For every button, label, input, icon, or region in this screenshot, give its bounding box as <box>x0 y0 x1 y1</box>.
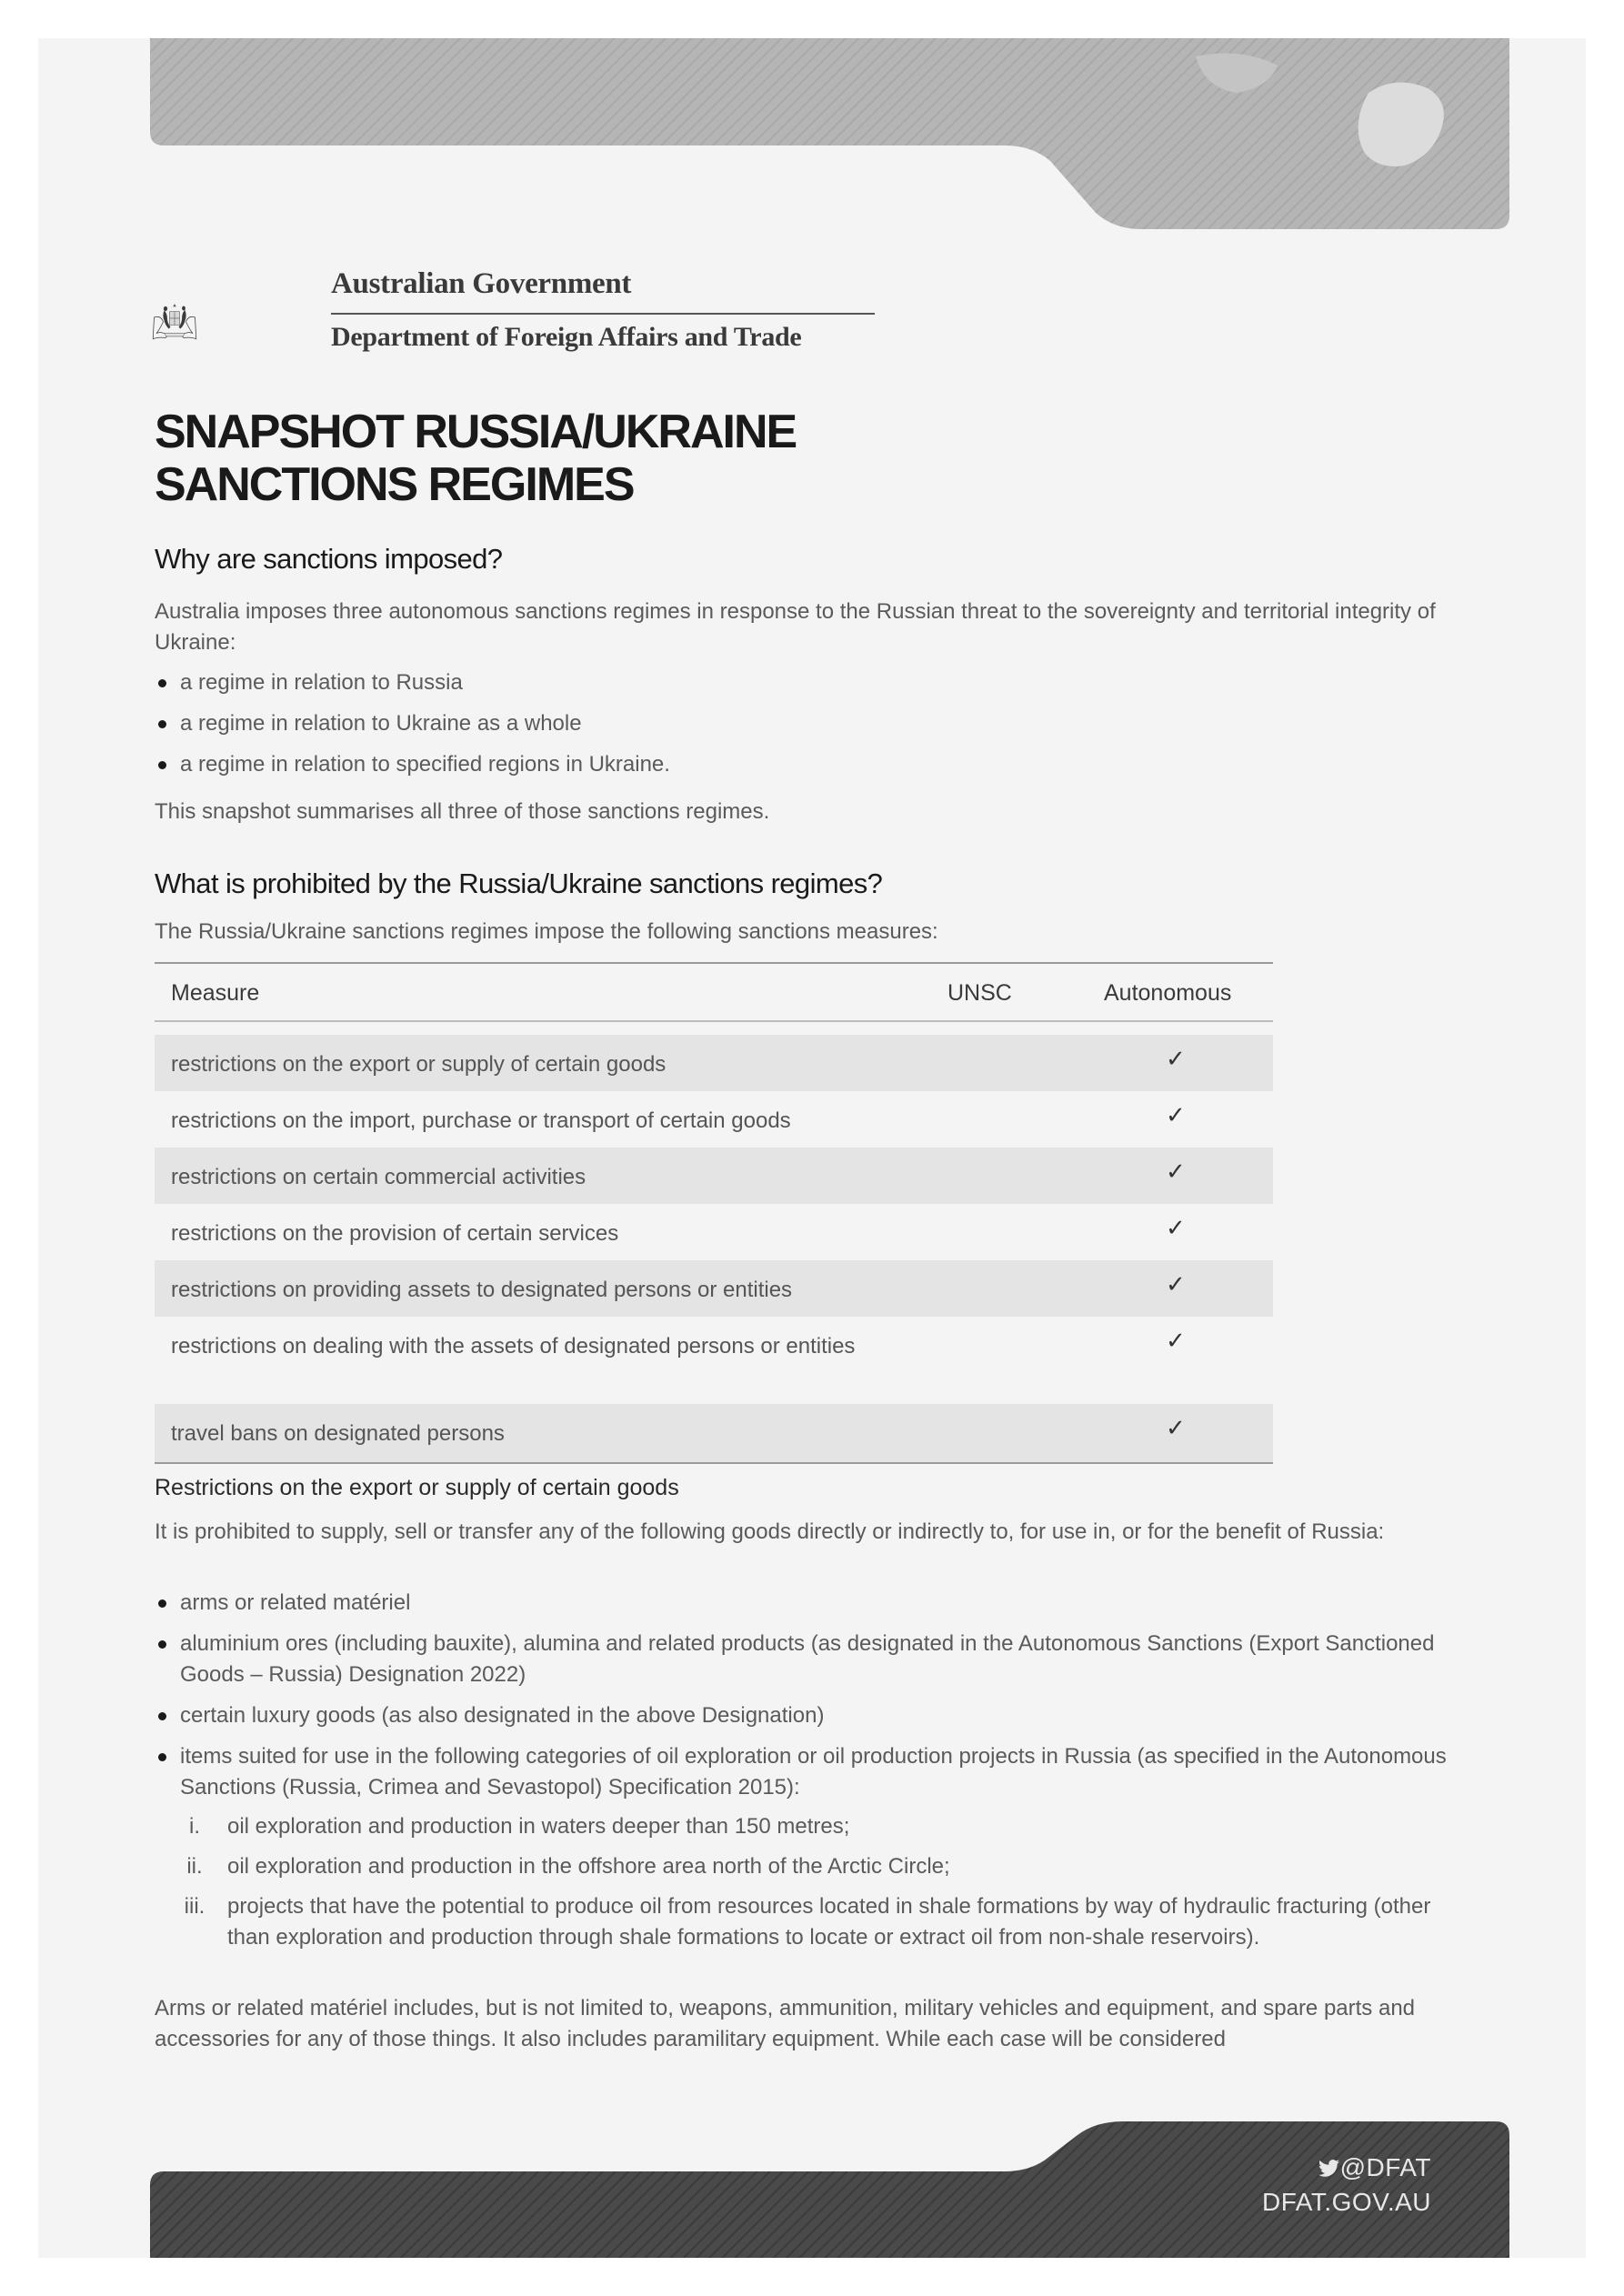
section2-intro: The Russia/Ukraine sanctions regimes impose the following sanctions measures: <box>155 919 938 944</box>
column-header-autonomous: Autonomous <box>1104 980 1232 1006</box>
bullet-icon <box>158 1599 166 1608</box>
table-row: travel bans on designated persons ✓ <box>155 1404 1273 1462</box>
table-row: restrictions on certain commercial activities ✓ <box>155 1148 1273 1204</box>
bullet-icon <box>158 761 166 769</box>
section-heading-export-restrictions: Restrictions on the export or supply of certain goods <box>155 1475 679 1500</box>
table-row: restrictions on dealing with the assets of designated persons or entities ✓ <box>171 1328 1186 1359</box>
document-page: Australian Government Department of Foreign Affairs and Trade SNAPSHOT RUSSIA/UKRAINE SANCTIONS REGIMES Why are sanctions imposed? Australia imposes three autonomous sanctions regimes in response to the Russian threat to the sovereignty and territorial integrity of Ukraine: a regime in relation to Russia a regime in relation to Ukraine as a whole a regime in relation to specified regions in Ukraine. This snapshot summarises all three of those sanctions regimes. What is prohibited by the Russia/Ukraine sanctions regimes? The Russia/Ukraine sanctions regimes impose the following sanctions measures: Measure UNSC Autonomous restrictions on the export or supply of certain goods ✓ restrictions on the import, purchase or transport of certain goods ✓ restrictions on certain commercial activities ✓ restrictions on the provision of certain services ✓ restrictions on providing assets to designated persons or entities ✓ restrictions on dealing with the assets of designated persons or entities ✓ travel bans on designated persons ✓ Restrictions on the export or supply of certain goods It is prohibited to supply, sell or transfer any of the following goods directly or indirectly to, for use in, or for the benefit of Russia: arms or related matériel aluminium ores (including bauxite), alumina and related products (as designated in the Autonomous Sanctions (Export Sanctioned Goods – Russia) Designation 2022) certain luxury goods (as also designated in the above Designation) items suited for use in the following categories of oil exploration or oil production projects in Russia (as specified in the Autonomous Sanctions (Russia, Crimea and Sevastopol) Specification 2015): i. oil exploration and production in waters deeper than 150 metres; ii. oil exploration and production in the offshore area north of the Arctic Circle; iii. projects that have the potential to produce oil from resources located in shale formations by way of hydraulic fracturing (other than exploration and production through shale formations to locate or extract oil from non-shale reservoirs). Arms or related matériel includes, but is not limited to, weapons, ammunition, military vehicles and equipment, and spare parts and accessories for any of those things. It also includes paramilitary equipment. While each case will be considered @DFAT DFAT.GOV.AU <box>38 38 1586 2258</box>
page-title <box>155 406 796 511</box>
footer-website-link[interactable]: DFAT.GOV.AU <box>1262 2188 1431 2216</box>
section-heading-why: Why are sanctions imposed? <box>155 543 503 575</box>
check-icon: ✓ <box>1166 1328 1186 1355</box>
top-banner-map-graphic <box>150 38 1509 229</box>
table-row: restrictions on providing assets to designated persons or entities ✓ <box>155 1260 1273 1317</box>
header-divider <box>331 313 875 315</box>
department-name: Department of Foreign Affairs and Trade <box>331 322 802 352</box>
table-header-row <box>155 964 1273 1020</box>
check-icon: ✓ <box>1166 1102 1186 1129</box>
section3-intro: It is prohibited to supply, sell or transfer any of the following goods directly or indirectly to, for use in, or for the benefit of Russia: <box>155 1519 1385 1544</box>
check-icon: ✓ <box>1166 1215 1186 1242</box>
bullet-icon <box>158 1712 166 1720</box>
column-header-unsc: UNSC <box>947 980 1012 1006</box>
bullet-icon <box>158 720 166 728</box>
table-header-rule <box>155 1020 1273 1022</box>
twitter-handle: @DFAT <box>1339 2153 1431 2181</box>
bullet-icon <box>158 1753 166 1761</box>
twitter-bird-icon <box>1318 2160 1340 2178</box>
column-header-measure: Measure <box>171 980 260 1006</box>
table-row: restrictions on the provision of certain services ✓ <box>171 1215 1186 1246</box>
section-heading-prohibited: What is prohibited by the Russia/Ukraine sanctions regimes? <box>155 867 883 899</box>
government-name: Australian Government <box>331 267 632 300</box>
section3-closing: Arms or related matériel includes, but is not limited to, weapons, ammunition, military vehicles and equipment, and spare parts and accessories for any of those things. It also includes paramilitary equipment. While each case will be considered <box>155 1996 1416 2051</box>
check-icon: ✓ <box>1166 1415 1186 1442</box>
check-icon: ✓ <box>1166 1046 1186 1073</box>
coat-of-arms-logo <box>152 240 334 404</box>
check-icon: ✓ <box>1166 1271 1186 1298</box>
bullet-icon <box>158 679 166 687</box>
title-line-1: SNAPSHOT RUSSIA/UKRAINE <box>155 406 797 458</box>
section1-outro: This snapshot summarises all three of those sanctions regimes. <box>155 799 770 824</box>
table-row: restrictions on the export or supply of certain goods ✓ <box>155 1035 1273 1091</box>
table-bottom-rule <box>155 1462 1273 1464</box>
title-line-2: SANCTIONS REGIMES <box>155 458 634 511</box>
footer-twitter[interactable] <box>1318 2153 1431 2182</box>
bullet-icon <box>158 1640 166 1649</box>
table-row: restrictions on the import, purchase or transport of certain goods ✓ <box>171 1102 1186 1133</box>
check-icon: ✓ <box>1166 1158 1186 1186</box>
section1-intro: Australia imposes three autonomous sanctions regimes in response to the Russian threat to the sovereignty and territorial integrity of Ukraine: <box>155 599 1436 655</box>
